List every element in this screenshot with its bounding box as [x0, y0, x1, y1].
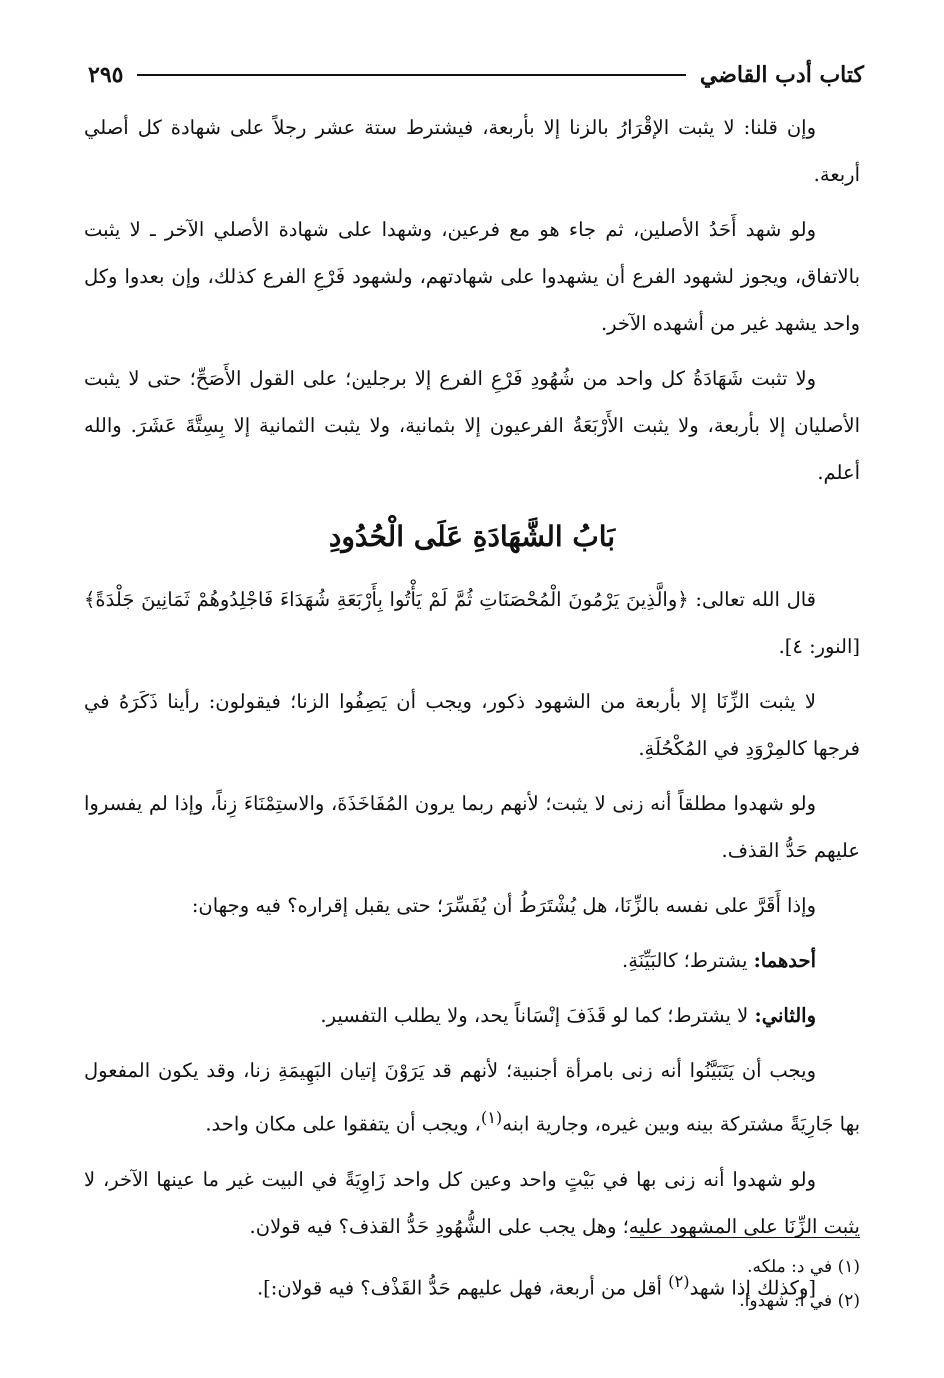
- paragraph-11: ولو شهدوا أنه زنى بها في بَيْتٍ واحد وعين كل واحد زَاوِيَةً في البيت غير ما عينها الآخر، لا يثبت الزِّنَا على المشهود عليه؛ وهل يجب على الشُّهُودِ حَدُّ القذف؟ فيه قولان.: [84, 1167, 860, 1238]
- paragraph-9: [84, 992, 860, 1039]
- running-header: [88, 58, 864, 92]
- footnote-marker-2: (٢): [668, 1271, 690, 1291]
- option-one-text: يشترط؛ كالبَيِّنَةِ.: [622, 949, 748, 972]
- paragraph-12-start: [وكذلك إذا شهد: [689, 1276, 816, 1299]
- option-two-label: والثاني:: [754, 1004, 816, 1027]
- paragraph-2: ولو شهد أَحَدُ الأصلين، ثم جاء هو مع فرعين، وشهدا على شهادة الأصلي الآخر ـ لا يثبت بالاتفاق، ويجوز لشهود الفرع أن يشهدوا على شهادتهم، ولشهود فَرْعِ الفرع كذلك، وإن بعدوا وكل واحد يشهد غير من أشهده الآخر.: [84, 218, 860, 335]
- paragraph-4: قال الله تعالى: ﴿والَّذِينَ يَرْمُونَ الْمُحْصَنَاتِ ثُمَّ لَمْ يَأْتُوا بِأَرْبَعَةِ شُهَدَاءَ فَاجْلِدُوهُمْ ثَمَانِينَ جَلْدَةً﴾ [النور: ٤].: [84, 588, 860, 658]
- book-title: كتاب أدب القاضي: [699, 62, 864, 88]
- footnote-2: (٢) في أ: شهدوا.: [739, 1291, 860, 1311]
- option-one-label: أحدهما:: [753, 949, 816, 972]
- paragraph-10-start: ويجب أن يَتَبَيَّنُوا أنه زنى بامرأة أجنبية؛ لأنهم قد يَرَوْنَ إتيان البَهِيمَةِ زنا، وقد يكون المفعول بها جَارِيَةً مشتركة بينه وبين غيره، وجارية ابنه: [84, 1059, 860, 1136]
- paragraph-5: لا يثبت الزِّنَا إلا بأربعة من الشهود ذكور، ويجب أن يَصِفُوا الزنا؛ فيقولون: رأينا ذَكَرَهُ في فرجها كالمِرْوَدِ في المُكْحُلَةِ.: [84, 690, 860, 760]
- paragraph-1: وإن قلنا: لا يثبت الإقْرَارُ بالزنا إلا بأربعة، فيشترط ستة عشر رجلاً على شهادة كل أصلي أربعة.: [84, 116, 860, 186]
- footnote-1: (١) في د: ملكه.: [747, 1257, 860, 1277]
- paragraph-6: ولو شهدوا مطلقاً أنه زنى لا يثبت؛ لأنهم ربما يرون المُفَاخَذَةَ، والاستِمْنَاءَ زِناً، وإذا لم يفسروا عليهم حَدُّ القذف.: [84, 792, 860, 862]
- paragraph-7: وإذا أَقَرَّ على نفسه بالزِّنَا، هل يُشْتَرَطُ أن يُفَسِّرَ؛ حتى يقبل إقراره؟ فيه وجهان:: [191, 894, 816, 917]
- footnote-marker-1: (١): [480, 1108, 503, 1127]
- option-two-text: لا يشترط؛ كما لو قَذَفَ إنْسَاناً يحد، ولا يطلب التفسير.: [320, 1004, 749, 1027]
- chapter-title: بَابُ الشَّهَادَةِ عَلَى الْحُدُودِ: [328, 520, 616, 553]
- paragraph-3: ولا تثبت شَهَادَةُ كل واحد من شُهُودِ فَرْعِ الفرع إلا برجلين؛ على القول الأَصَحِّ؛ حتى لا يثبت الأصليان إلا بأربعة، ولا يثبت الأَرْبَعَةُ الفرعيون إلا بثمانية، ولا يثبت الثمانية إلا بِسِتَّةَ عَشَرَ. والله أعلم.: [84, 367, 860, 484]
- footnote-divider: [630, 1237, 860, 1238]
- header-rule: [137, 74, 685, 76]
- page-number: ٢٩٥: [88, 62, 124, 88]
- paragraph-10-end: ، ويجب أن يتفقوا على مكان واحد.: [205, 1112, 481, 1136]
- paragraph-10: [84, 1047, 860, 1148]
- paragraph-8: [84, 937, 860, 984]
- main-text: [84, 104, 860, 1319]
- paragraph-12-end: أقل من أربعة، فهل عليهم حَدُّ القَذْف؟ فيه قولان:].: [256, 1276, 669, 1299]
- footnotes: [84, 1250, 860, 1318]
